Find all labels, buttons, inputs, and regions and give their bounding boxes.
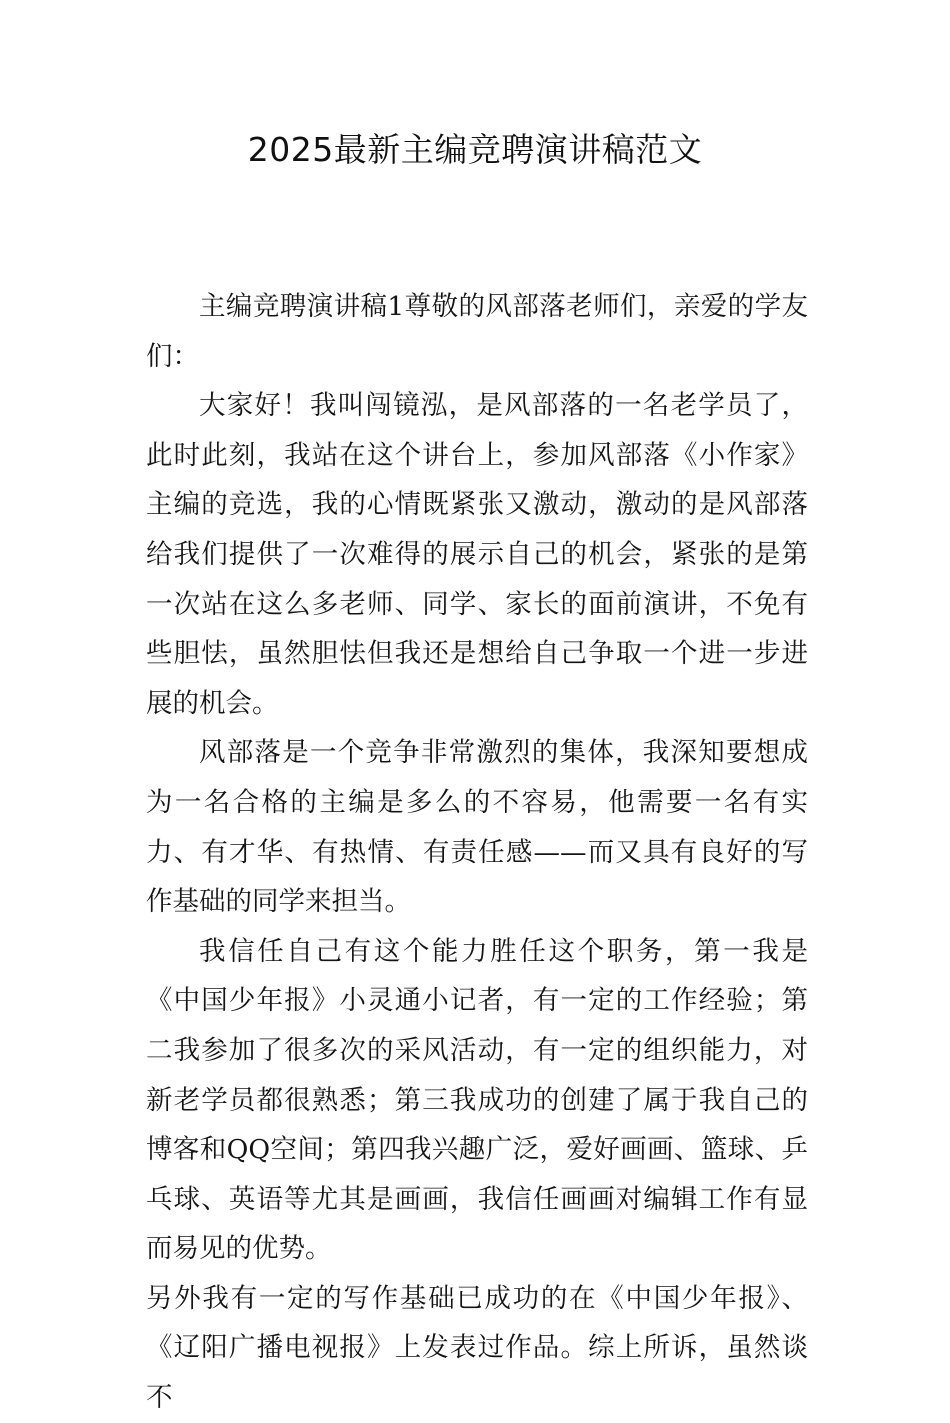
paragraph-competition: 风部落是一个竞争非常激烈的集体，我深知要想成为一名合格的主编是多么的不容易，他需要一名有实力、有才华、有热情、有责任感——而又具有良好的写作基础的同学来担当。 xyxy=(146,737,808,918)
document-title: 2025最新主编竞聘演讲稿范文 xyxy=(247,130,703,169)
paragraph-qualifications: 我信任自己有这个能力胜任这个职务，第一我是《中国少年报》小灵通小记者，有一定的工作经验；第二我参加了很多次的采风活动，有一定的组织能力，对新老学员都很熟悉；第三我成功的创建了属于我自己的博客和QQ空间；第四我兴趣广泛，爱好画画、篮球、乒乓球、英语等尤其是画画，我信任画画对编辑工作有显而易见的优势。 xyxy=(146,935,808,1265)
paragraph-salutation: 主编竞聘演讲稿1尊敬的风部落老师们，亲爱的学友们： xyxy=(146,291,808,372)
document-body xyxy=(146,282,808,1423)
paragraph-writing-foundation: 另外我有一定的写作基础已成功的在《中国少年报》、《辽阳广播电视报》上发表过作品。综上所诉，虽然谈不 xyxy=(146,1282,808,1414)
paragraph-introduction: 大家好！我叫闯镜泓，是风部落的一名老学员了，此时此刻，我站在这个讲台上，参加风部落《小作家》主编的竞选，我的心情既紧张又激动，激动的是风部落给我们提供了一次难得的展示自己的机会，紧张的是第一次站在这么多老师、同学、家长的面前演讲，不免有些胆怯，虽然胆怯但我还是想给自己争取一个进一步进展的机会。 xyxy=(146,390,808,719)
